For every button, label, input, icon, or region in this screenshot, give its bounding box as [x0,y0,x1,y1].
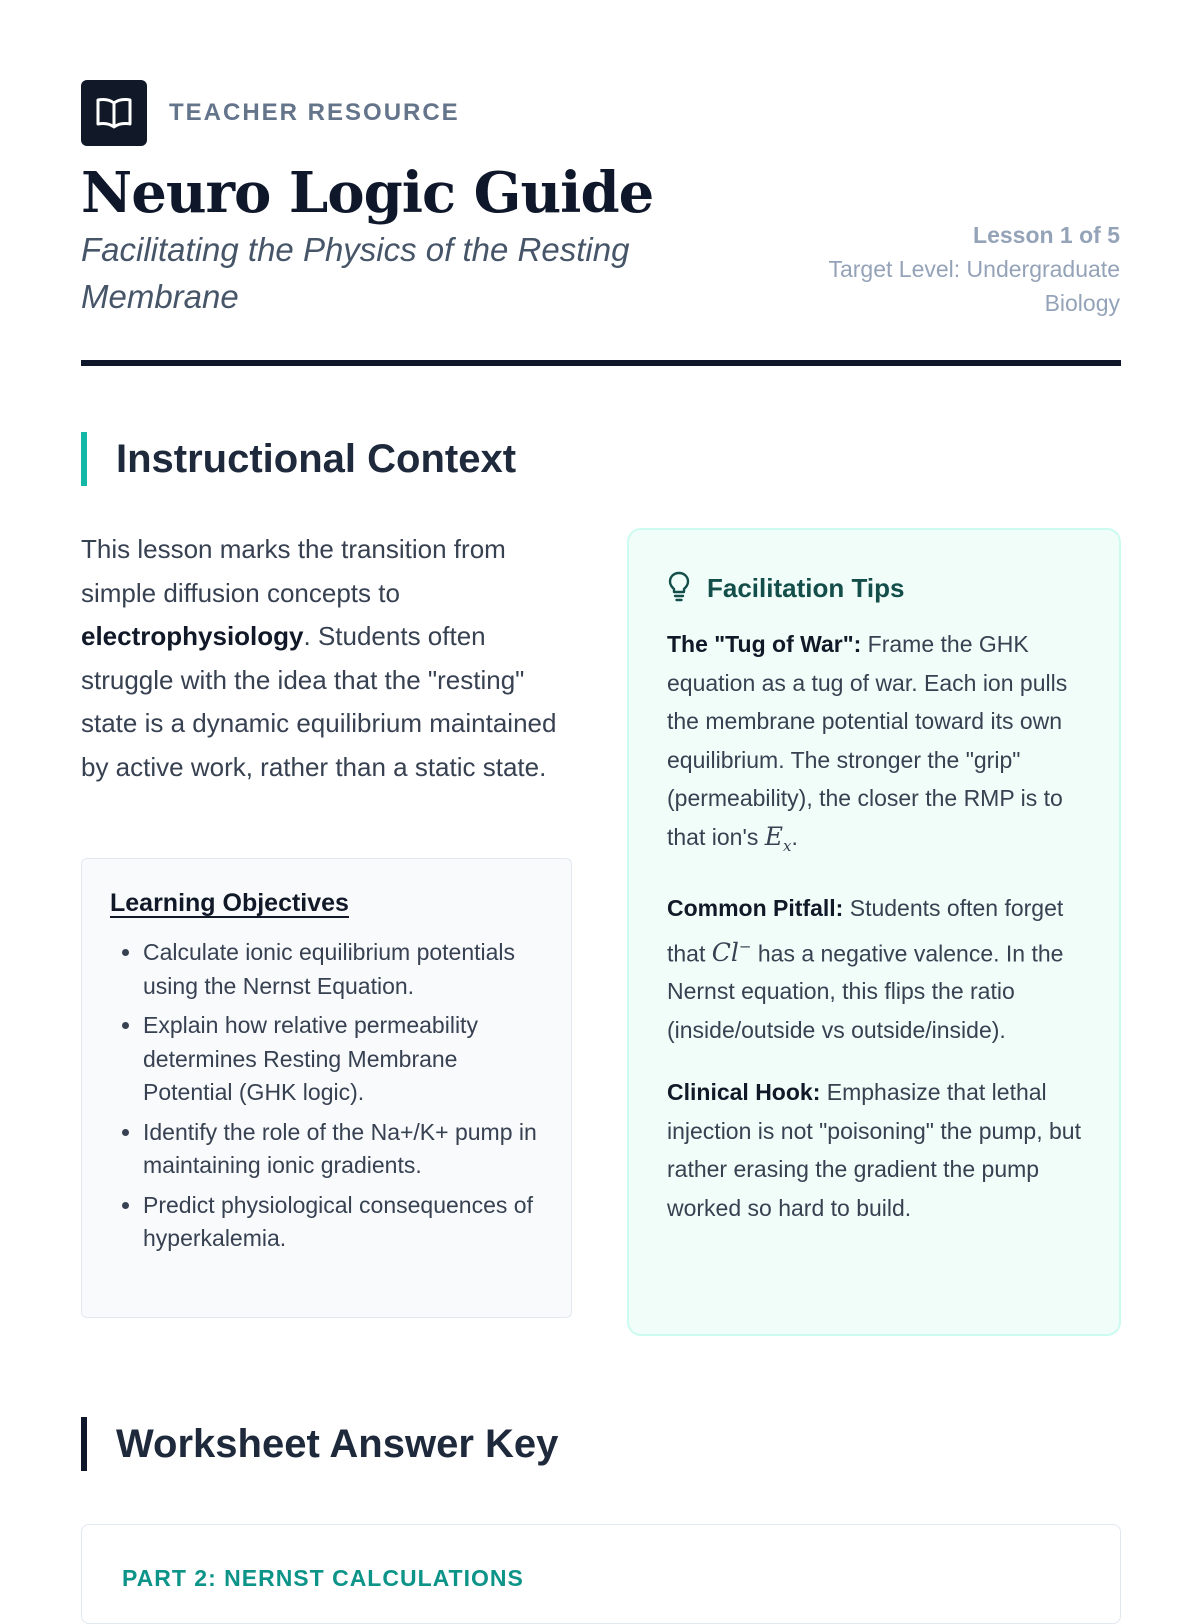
open-book-icon [81,80,147,146]
eyebrow-label: TEACHER RESOURCE [169,99,460,126]
list-item: • Calculate ionic equilibrium potentials using the Nernst Equation. [143,936,543,1003]
learning-objectives-box [81,858,572,1318]
list-item: • Identify the role of the Na+/K+ pump in maintaining ionic gradients. [143,1116,543,1183]
intro-text: . Students often struggle with the idea that the "resting" state is a dynamic equilibrium maintained by active work, rather than a static state. [81,621,557,782]
math-symbol [712,938,752,967]
lesson-number: Lesson 1 of 5 [973,222,1120,248]
tip-text: has a negative valence. In the Nernst equation, this flips the ratio (inside/outside vs outside/inside). [667,939,1064,1043]
tip-label: Common Pitfall: [667,895,844,921]
math-symbol [764,821,792,855]
header-divider [81,360,1121,366]
page-subtitle: Facilitating the Physics of the Resting Membrane [81,231,630,315]
tip-text: Emphasize that lethal injection is not "poisoning" the pump, but rather erasing the gradient the pump worked so hard to build. [667,1079,1081,1221]
tip-label: The "Tug of War": [667,631,862,657]
section-heading-context [81,432,516,486]
section-accent-bar [81,432,87,486]
list-item: • Predict physiological consequences of hyperkalemia. [143,1189,543,1256]
tips-heading: Facilitation Tips [707,573,905,603]
tips-header [667,570,1081,607]
intro-text: This lesson marks the transition from simple diffusion concepts to [81,534,506,608]
math-base: Cl [711,937,739,967]
math-base: E [764,821,783,851]
page-title: Neuro Logic Guide [81,160,654,226]
tip-common-pitfall [667,889,1081,1049]
math-subscript: x [782,836,792,855]
tip-clinical-hook [667,1073,1081,1227]
section-title: Instructional Context [116,436,517,481]
section-accent-bar [81,1417,87,1471]
lesson-meta [780,218,1120,320]
section-heading-answer-key [81,1417,558,1471]
tip-label: Clinical Hook: [667,1079,821,1106]
lightbulb-icon [667,570,691,607]
intro-bold-term: electrophysiology [81,621,304,651]
section-title: Worksheet Answer Key [116,1421,559,1466]
objectives-list [110,936,543,1256]
tip-tug-of-war [667,625,1081,865]
intro-paragraph [81,528,581,789]
brand-row [81,80,460,146]
tip-text: Students often forget that [667,895,1064,966]
part-label: PART 2: NERNST CALCULATIONS [122,1565,524,1591]
target-level: Target Level: Undergraduate Biology [828,256,1120,316]
tip-text: . [791,823,798,850]
list-item: • Explain how relative permeability determines Resting Membrane Potential (GHK logic). [143,1009,543,1110]
answer-key-card [81,1524,1121,1624]
tip-text: Frame the GHK equation as a tug of war. Each ion pulls the membrane potential toward its own equilibrium. The stronger the "grip" (permeability), the closer the RMP is to that ion's [667,631,1068,850]
objectives-heading: Learning Objectives [110,889,349,917]
facilitation-tips-box [627,528,1121,1336]
math-superscript: − [738,937,752,956]
